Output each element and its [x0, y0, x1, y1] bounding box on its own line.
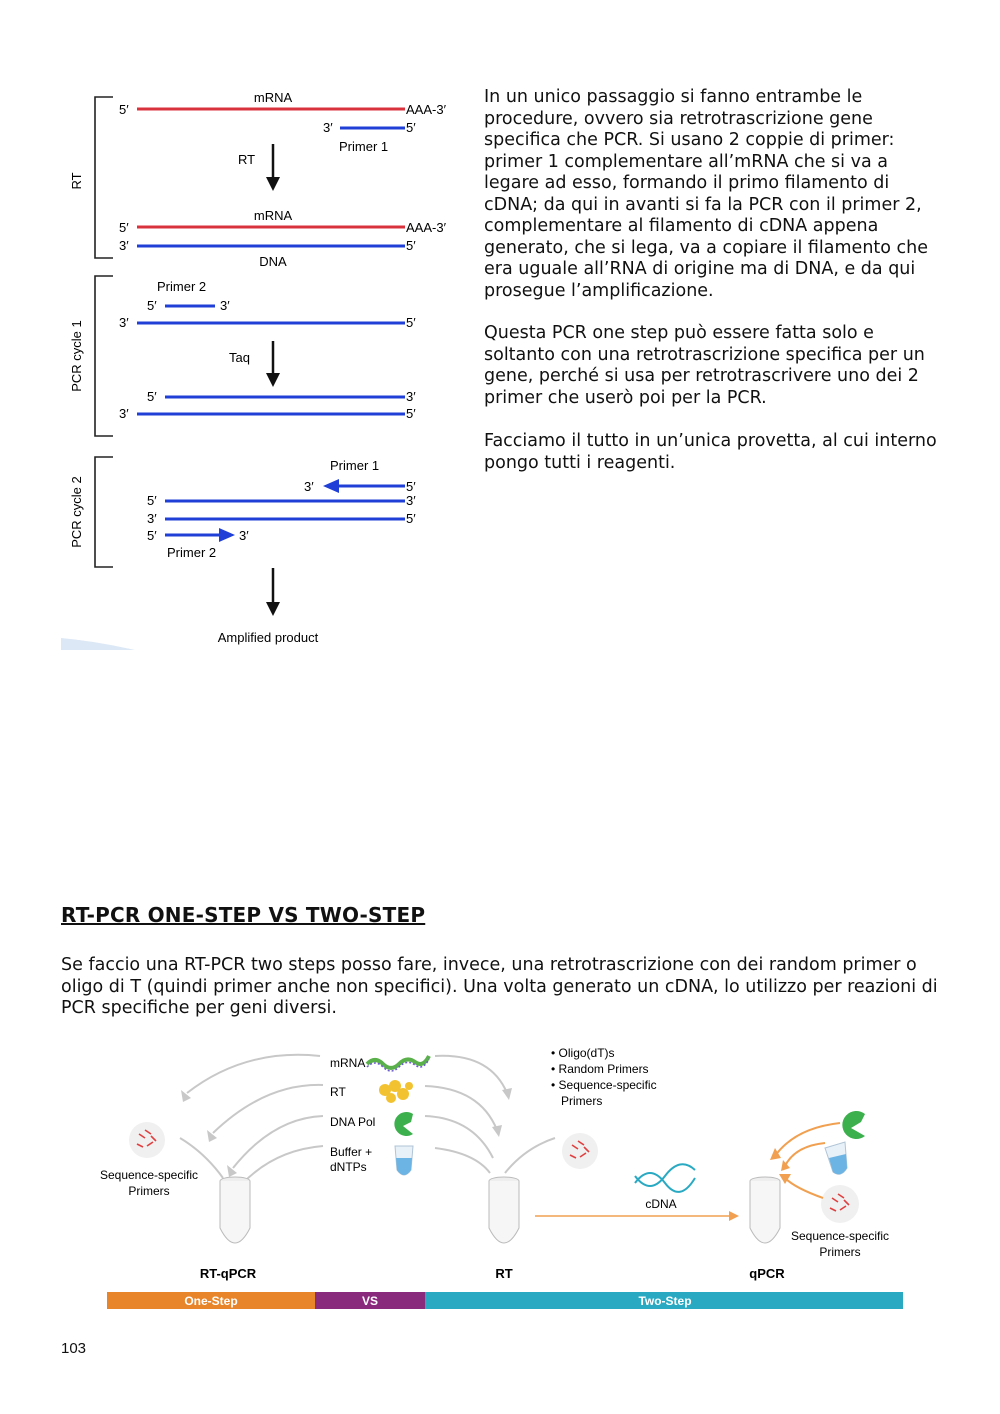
down-arrow-icon [266, 144, 280, 191]
mrna-label-2: mRNA [253, 208, 293, 223]
buffer-tube-icon [825, 1142, 847, 1174]
reagent-mrna: mRNA [330, 1056, 366, 1070]
paragraph-one-step-specificity: Questa PCR one step può essere fatta solo e soltanto con una retrotrascrizione specifica per un gene, perché si usa per retrotrascrivere uno dei 2 primer che userò poi per la PCR. [484, 323, 925, 408]
mrna-poly-a: AAA-3′ [406, 102, 447, 117]
primers-icon [129, 1122, 165, 1158]
reagent-buffer: Buffer + [330, 1145, 373, 1159]
c2b-5prime: 5′ [406, 511, 416, 526]
rt-tube-icon [489, 1177, 519, 1243]
right-primers-line-1: Sequence-specific [790, 1229, 890, 1243]
template-5prime: 5′ [406, 315, 416, 330]
primer1-label: Primer 1 [339, 139, 389, 154]
stage-label-pcr-cycle-1: PCR cycle 1 [69, 320, 84, 392]
right-primers-line-2: Primers [819, 1245, 861, 1259]
primers-icon [562, 1133, 598, 1169]
primer-option-sequence-specific: • Sequence-specific [551, 1078, 657, 1092]
primer2-label: Primer 2 [157, 279, 207, 294]
primer2-arrow-icon [165, 528, 235, 542]
arrowhead-icon [227, 1165, 237, 1177]
p2b-3prime: 3′ [239, 528, 249, 543]
pcr-cycle-2-bracket [95, 457, 113, 567]
amplified-product-label: Amplified product [217, 630, 319, 645]
p1b-3prime: 3′ [304, 479, 314, 494]
tube-label-rt: RT [495, 1266, 513, 1281]
reagent-dntps: dNTPs [330, 1160, 367, 1174]
primer-option-random: • Random Primers [551, 1062, 649, 1076]
dna-polymerase-icon [394, 1112, 413, 1136]
taq-step-label: Taq [229, 350, 250, 365]
rt-bracket [95, 97, 113, 258]
tube-label-qpcr: qPCR [749, 1266, 785, 1281]
bar-label-two-step: Two-Step [638, 1294, 692, 1308]
primer1-5prime: 5′ [406, 120, 416, 135]
p1b-5prime: 5′ [406, 479, 416, 494]
primers-icon [821, 1185, 859, 1223]
c2b-3prime: 3′ [147, 511, 157, 526]
left-primers-line-2: Primers [128, 1184, 170, 1198]
down-arrow-icon [266, 341, 280, 387]
mrna-label: mRNA [253, 90, 293, 105]
ds1-5prime: 5′ [147, 389, 157, 404]
rt-step-label: RT [238, 152, 256, 167]
mrna2-poly-a: AAA-3′ [406, 220, 447, 235]
primer1-3prime: 3′ [323, 120, 333, 135]
p2b-5prime: 5′ [147, 528, 157, 543]
cdna-label: cDNA [645, 1197, 677, 1211]
reagent-dna-pol: DNA Pol [330, 1115, 376, 1129]
primer2-3prime: 3′ [220, 298, 230, 313]
down-arrow-icon [266, 568, 280, 616]
primer-option-oligo-dt: • Oligo(dT)s [551, 1046, 615, 1060]
scan-edge-artifact [61, 638, 135, 650]
reagent-arrows-right [425, 1056, 555, 1173]
primer2-label-2: Primer 2 [167, 545, 217, 560]
dna-3prime: 3′ [119, 238, 129, 253]
one-step-rt-pcr-diagram [55, 85, 475, 655]
arrowhead-icon [502, 1088, 512, 1100]
reagent-rt: RT [330, 1085, 346, 1099]
stage-label-pcr-cycle-2: PCR cycle 2 [69, 476, 84, 548]
tube-label-rt-qpcr: RT-qPCR [199, 1266, 257, 1281]
paragraph-single-tube: Facciamo il tutto in un’unica provetta, al cui interno pongo tutti i reagenti. [484, 431, 937, 473]
dna-polymerase-icon [842, 1111, 865, 1139]
stage-label-rt: RT [69, 172, 84, 190]
mrna-icon [367, 1056, 429, 1068]
mrna-5prime: 5′ [119, 102, 129, 117]
ds1-3prime: 3′ [406, 389, 416, 404]
qpcr-tube-icon [750, 1177, 780, 1243]
section-heading: RT-PCR ONE-STEP VS TWO-STEP [61, 903, 426, 927]
template-3prime: 3′ [119, 315, 129, 330]
one-step-vs-two-step-diagram [95, 1038, 915, 1318]
dna-5prime: 5′ [406, 238, 416, 253]
primer2-5prime: 5′ [147, 298, 157, 313]
dna-label: DNA [259, 254, 287, 269]
cdna-helix-icon [635, 1164, 695, 1192]
ds2-3prime: 3′ [119, 406, 129, 421]
reverse-transcriptase-icon [379, 1080, 413, 1103]
arrowhead-icon [492, 1125, 502, 1137]
mrna2-5prime: 5′ [119, 220, 129, 235]
paragraph-two-step-description: Se faccio una RT-PCR two steps posso fare, invece, una retrotrascrizione con dei random primer o oligo di T (quindi primer anche non specifici). Una volta generato un cDNA, lo utilizzo per reazioni di PCR specifiche per geni diversi. [61, 955, 938, 1018]
ds2-5prime: 5′ [406, 406, 416, 421]
c2a-5prime: 5′ [147, 493, 157, 508]
buffer-tube-icon [395, 1146, 413, 1175]
page-number: 103 [61, 1340, 87, 1357]
bar-label-one-step: One-Step [184, 1294, 238, 1308]
pcr-cycle-1-bracket [95, 276, 113, 436]
bar-label-vs: VS [361, 1294, 379, 1308]
cdna-transfer-arrow [535, 1211, 739, 1221]
left-primers-line-1: Sequence-specific [99, 1168, 199, 1182]
primer1-label-2: Primer 1 [330, 458, 380, 473]
paragraph-one-step-description: In un unico passaggio si fanno entrambe le procedure, ovvero sia retrotrascrizione gene specifica che PCR. Si usano 2 coppie di primer: primer 1 complementare all’mRNA che si va a legare ad esso, formando il primo filamento di cDNA; da qui in avanti si fa la PCR con il primer 2, complementare al filamento di cDNA appena generato, che si lega, va a copiare il filamento che era uguale all’RNA di origine ma di DNA, e da qui prosegue l’amplificazione. [484, 87, 929, 301]
primer-option-primers: Primers [561, 1094, 603, 1108]
primer1-arrow-icon [323, 479, 405, 493]
rt-qpcr-tube-icon [220, 1177, 250, 1243]
reagent-arrows-left [187, 1055, 323, 1183]
c2a-3prime: 3′ [406, 493, 416, 508]
